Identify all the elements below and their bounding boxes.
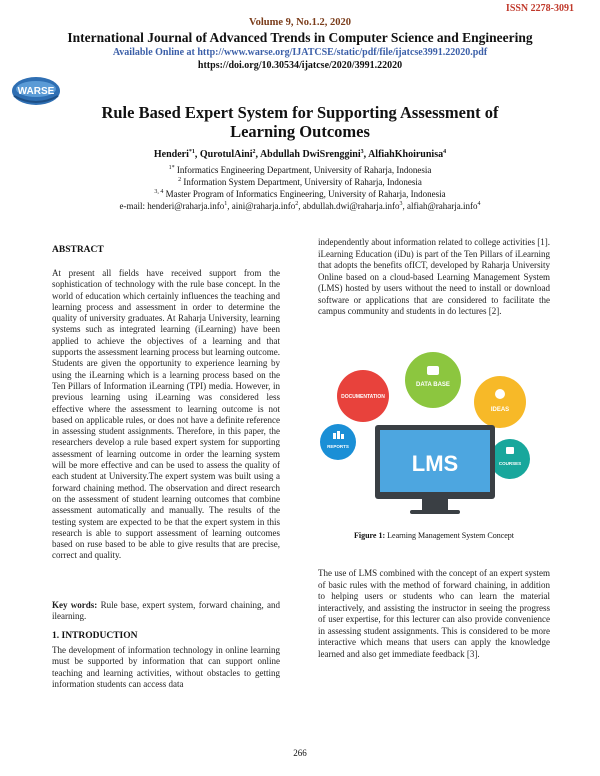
figure-caption xyxy=(318,531,550,540)
email-label: e-mail: xyxy=(119,201,145,211)
doi-link[interactable]: https://doi.org/10.30534/ijatcse/2020/3991.22020 xyxy=(197,60,403,71)
abstract-heading: ABSTRACT xyxy=(52,245,104,255)
email-sup: 3 xyxy=(399,201,403,207)
keywords xyxy=(52,600,280,623)
email-link[interactable]: alfiah@raharja.info xyxy=(407,201,478,211)
affiliation-text: Master Program of Informatics Engineering, University of Raharja, Indonesia xyxy=(165,189,446,199)
affiliation-sup: 1* xyxy=(168,165,175,171)
affiliation xyxy=(0,177,600,187)
author-name: AlfiahKhoirunisa xyxy=(368,149,444,160)
volume-info: Volume 9, No.1.2, 2020 xyxy=(249,17,351,28)
intro-heading: 1. INTRODUCTION xyxy=(52,631,138,641)
email-sup: 2 xyxy=(295,201,299,207)
affiliation xyxy=(0,189,600,199)
reports-label: REPORTS xyxy=(327,444,349,449)
warse-logo xyxy=(10,74,62,108)
ideas-bubble xyxy=(474,376,526,428)
caption-label: Figure 1: xyxy=(353,531,386,540)
author-name: QurotulAini xyxy=(199,149,253,160)
online-availability xyxy=(0,47,600,58)
database-icon xyxy=(427,366,439,375)
email-sup: 1 xyxy=(224,201,228,207)
author-sup: 3 xyxy=(360,149,364,155)
right-paragraph-1: independently about information related to college activities [1]. iLearning Education (iDu) is part of the Ten Pillars of iLearning that adopts the benefits ofICT, developed by Raharja University Online based on a cloud-based Learning Management System (LMS) hosted by users without the need to install or download software or applications that are considered to facilitate the campus community and students in do lectures [2]. xyxy=(318,237,550,316)
affiliation xyxy=(0,165,600,175)
title-line-2: Learning Outcomes xyxy=(230,122,370,141)
issn-label: ISSN 2278-3091 xyxy=(505,3,574,14)
affiliation-text: Information System Department, University of Raharja, Indonesia xyxy=(183,177,422,187)
page-number: 266 xyxy=(293,748,307,758)
documentation-bubble xyxy=(337,370,389,422)
keywords-text: Rule base, expert system, forward chaining, and ilearning. xyxy=(52,600,280,622)
lightbulb-icon xyxy=(495,389,505,399)
author-name: Abdullah DwiSrenggini xyxy=(259,149,361,160)
affiliation-text: Informatics Engineering Department, University of Raharja, Indonesia xyxy=(176,165,432,175)
author-sup: *1 xyxy=(188,149,195,155)
paper-title xyxy=(60,103,540,141)
lms-screen-label: LMS xyxy=(411,451,459,476)
author-sup: 4 xyxy=(443,149,447,155)
intro-text: The development of information technology in online learning must be supported by information that can support online teaching and learning activities, without obstacles to getting information students can access data xyxy=(52,645,280,689)
abstract-text: At present all fields have received support from the sophistication of technology with the rule base concept. In the world of education which certainly influences the teaching and learning process and assessment in order to determine the quality of university graduates. At Raharja University, learning systems such as integrated learning (iLearning) have been applied to achieve the objectives of a learning and that supports the assessment learning process but learning outcome. Students are given the opportunity to experience learning by using the iLearning which is a learning process based on the Ten Pillars of Information iLearning (TPI) media. However, in previous learning using iLearning was considered less effective where the assessment to learning outcome is not based on applicable rules, or does not have a definite reference in assessing student assignments. Therefore, in this paper, the researchers develop a rule based expert system for supporting assessment of learning outcome in order the learning system will be more effective and can be used to assess the quality of each student at University.The expert system was built using a forward chaining method. The observation and direct research on the assessment of student learning outcomes that combine assessment automatically and manually. The results of the testing system are expected to be that the expert system in this research is able to support assessment of learning outcomes based on ruse based to be able to give results that are precise, correct and quality. xyxy=(52,268,280,561)
email-link[interactable]: henderi@raharja.info xyxy=(147,201,225,211)
title-line-1: Rule Based Expert System for Supporting Assessment of xyxy=(101,103,499,122)
email-link[interactable]: abdullah.dwi@raharja.info xyxy=(302,201,400,211)
courses-bubble xyxy=(490,439,530,479)
online-url-link[interactable]: http://www.warse.org/IJATCSE/static/pdf/file/ijatcse3991.22020.pdf xyxy=(197,47,488,58)
documentation-label: DOCUMENTATION xyxy=(341,394,385,400)
email-sup: 4 xyxy=(477,201,481,207)
email-line: e-mail: henderi@raharja.info$^1$, aini@raharja.info$^2$, abdullah.dwi@raharja.info$^3$, alfiah@raharja.info$^4$ xyxy=(119,201,481,211)
email-link[interactable]: aini@raharja.info xyxy=(231,201,296,211)
lms-monitor xyxy=(375,425,495,514)
courses-label: COURSES xyxy=(498,461,522,466)
book-icon xyxy=(506,447,514,454)
lms-concept-figure xyxy=(318,350,550,520)
bar-chart-icon xyxy=(333,433,336,439)
logo-text: WARSE xyxy=(17,86,55,97)
keywords-label: Key words: xyxy=(52,600,98,610)
journal-title: International Journal of Advanced Trends in Computer Science and Engineering xyxy=(67,30,533,45)
reports-bubble xyxy=(320,424,356,460)
affiliation-sup: 3, 4 xyxy=(154,189,164,195)
author-sup: 2 xyxy=(252,149,256,155)
database-bubble xyxy=(405,352,461,408)
right-paragraph-2: The use of LMS combined with the concept of an expert system of basic rules with the method of forward chaining, in addition to helping users or students who can learn the material interactively, and assisting the instructor in seeing the progress of user expertise, for this lecturer can also provide convenience in assessing student assignments. This is considered to be more interactive which means that users can apply the knowledge learned and also get immediate feedback [3]. xyxy=(318,568,550,659)
affiliation-sup: 2 xyxy=(178,177,182,183)
author-name: Henderi xyxy=(153,149,189,160)
database-label: DATA BASE xyxy=(416,382,450,388)
online-label: Available Online at xyxy=(112,47,195,58)
ideas-label: IDEAS xyxy=(490,407,510,413)
author-list: Henderi$^{*1}$, QurotulAini$^2$, Abdullah DwiSrenggini$^3$, AlfiahKhoirunisa$^4$ xyxy=(153,149,447,160)
caption-text: Learning Management System Concept xyxy=(387,531,515,540)
